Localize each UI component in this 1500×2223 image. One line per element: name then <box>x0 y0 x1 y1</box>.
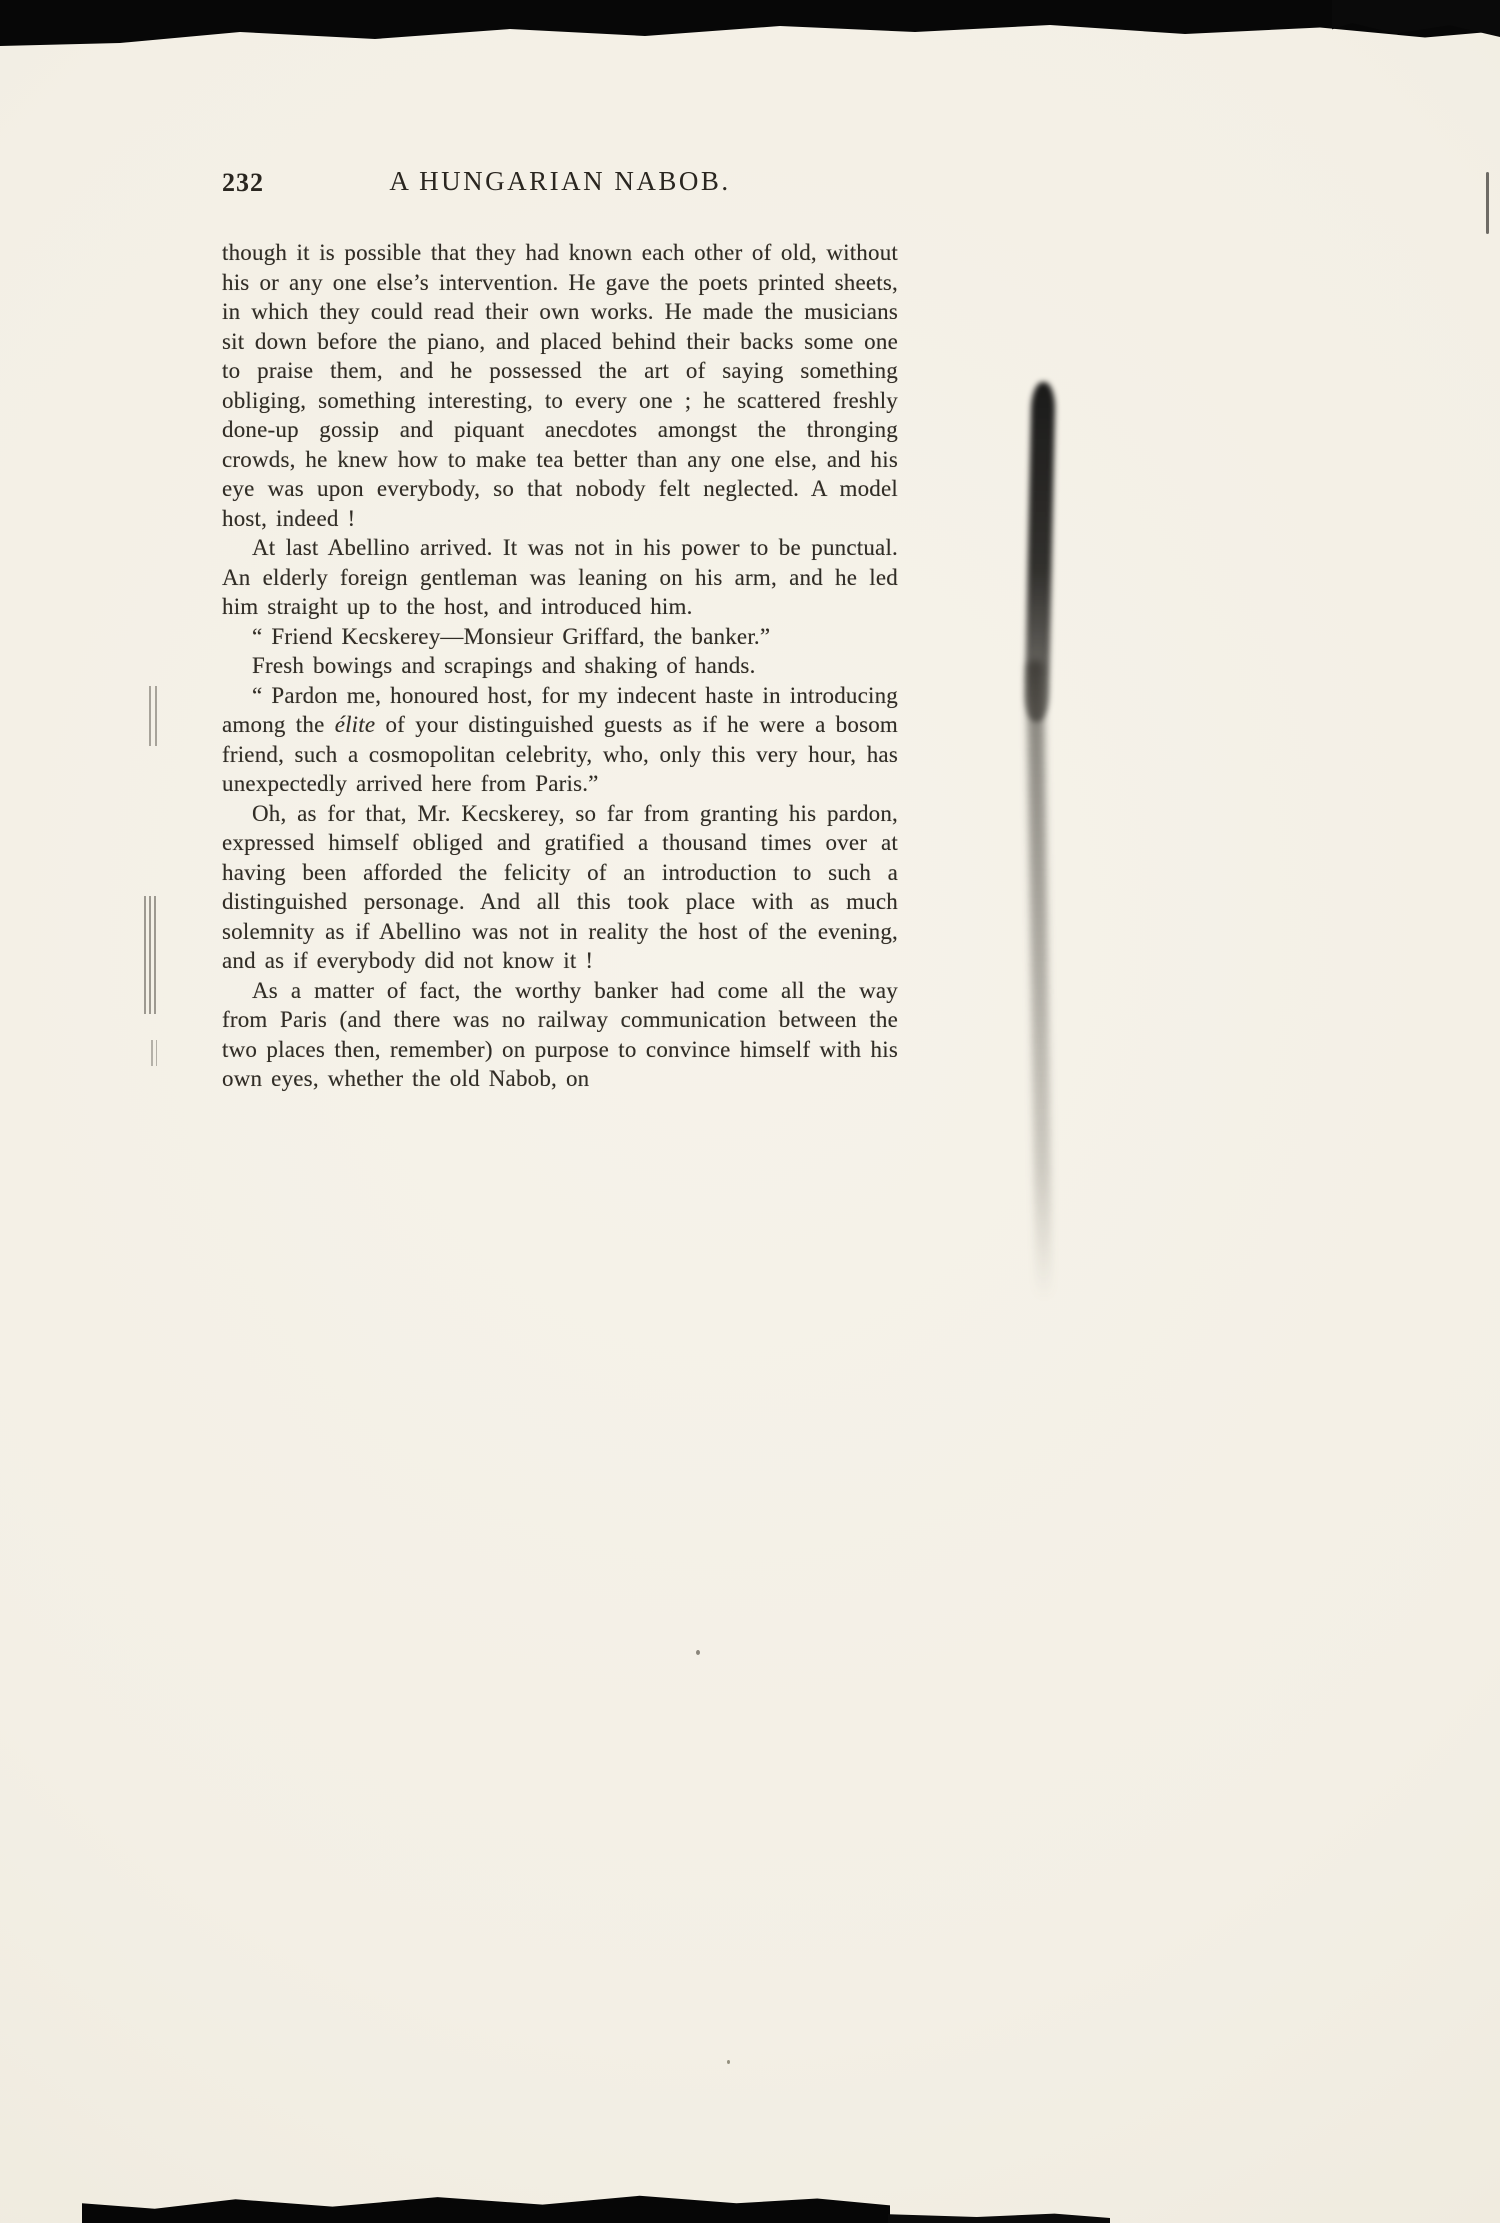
page-number: 232 <box>222 168 264 197</box>
scan-artifact-left-margin-marks-1 <box>149 686 158 746</box>
page-header <box>222 166 898 202</box>
scan-artifact-top-edge <box>0 0 1500 50</box>
paragraph-1: though it is possible that they had known each other of old, without his or any one else’s intervention. He gave the poets printed sheets, in which they could read their own works. He made the musicians sit down before the piano, and placed behind their backs some one to praise them, and he possessed the art of saying something obliging, something interesting, to every one ; he scattered freshly done-up gossip and piquant anecdotes amongst the thronging crowds, he knew how to make tea better than any one else, and his eye was upon everybody, so that nobody felt neglected. A model host, indeed ! <box>222 240 898 531</box>
paragraph-6: Oh, as for that, Mr. Kecskerey, so far from granting his pardon, expressed himself obliged and gratified a thousand times over at having been afforded the felicity of an introduction to such a distinguished personage. And all this took place with as much solemnity as if Abellino was not in reality the host of the evening, and as if everybody did not know it ! <box>222 800 898 973</box>
scan-artifact-left-margin-marks-3 <box>151 1040 157 1066</box>
paragraph-4: Fresh bowings and scrapings and shaking of hands. <box>252 653 756 678</box>
paragraph-5-text-before: “ Pardon me, honoured host, for my indecent haste in introducing among the <box>222 682 898 737</box>
paragraph-5-text-after: of your distinguished guests as if he were a bosom friend, such a cosmopolitan celebrity, who, only this very hour, has unexpectedly arrived here from Paris.” <box>222 712 899 796</box>
paragraph-5-italic-word: élite <box>334 712 376 737</box>
paragraph-2: At last Abellino arrived. It was not in his power to be punctual. An elderly foreign gentleman was leaning on his arm, and he led him straight up to the host, and introduced him. <box>222 535 898 619</box>
page-body <box>222 238 898 1094</box>
scan-artifact-left-margin-marks-2 <box>144 896 157 1014</box>
scan-artifact-speck <box>727 2060 730 2064</box>
paragraph-7: As a matter of fact, the worthy banker had come all the way from Paris (and there was no railway communication between the two places then, remember) on purpose to convince himself with his own eyes, whether the old Nabob, on <box>222 977 898 1091</box>
scan-artifact-bottom-edge <box>82 2189 890 2223</box>
scan-artifact-right-tick <box>1486 172 1489 234</box>
scan-artifact-speck <box>696 1650 700 1655</box>
paragraph-5 <box>222 681 898 799</box>
paragraph-3: “ Friend Kecskerey—Monsieur Griffard, the banker.” <box>252 623 771 649</box>
scan-artifact-bottom-edge-tail <box>888 2212 1110 2223</box>
scan-artifact-ink-smudge-tail <box>1027 660 1053 1300</box>
running-title: A HUNGARIAN NABOB. <box>389 166 731 196</box>
